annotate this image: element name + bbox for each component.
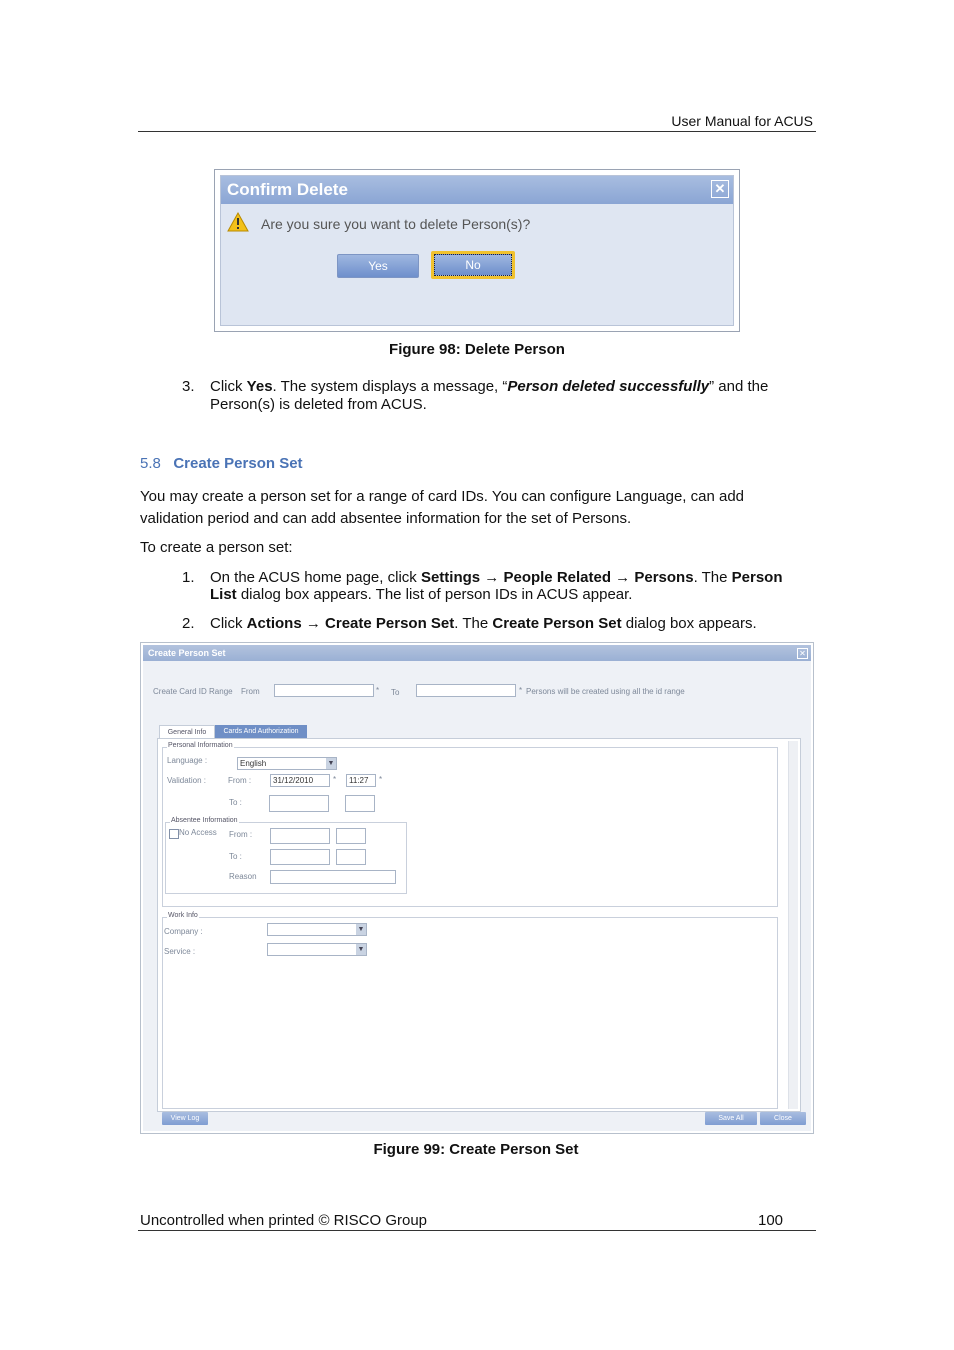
range-from-label: From [241, 687, 260, 696]
tab-cards-and-authorization[interactable]: Cards And Authorization [215, 725, 307, 738]
yes-button[interactable]: Yes [337, 254, 419, 278]
text: Click [210, 615, 247, 632]
tab-general-info[interactable]: General Info [159, 725, 215, 739]
close-icon[interactable]: ✕ [797, 648, 808, 659]
figure-98-caption: Figure 98: Delete Person [389, 341, 565, 358]
absentee-from-time[interactable] [336, 828, 366, 844]
header-rule [138, 131, 816, 132]
required-asterisk: * [519, 686, 523, 695]
range-to-label: To [391, 688, 400, 697]
work-info-group [162, 912, 778, 1109]
no-access-label: No Access [179, 828, 217, 837]
chevron-down-icon: ▼ [357, 946, 365, 953]
bold-term: Yes [246, 378, 273, 395]
validation-to-time[interactable] [345, 795, 375, 812]
section-number: 5.8 [140, 455, 161, 472]
validation-to-date[interactable] [269, 795, 329, 812]
absentee-from-date[interactable] [270, 828, 330, 844]
validation-from-date[interactable] [270, 774, 330, 787]
text: dialog box appears. [621, 615, 757, 632]
absentee-info-group [165, 817, 407, 894]
close-icon[interactable]: ✕ [711, 180, 729, 198]
step-1-number: 1. [182, 569, 195, 586]
bold-term: Create Person Set [325, 615, 455, 632]
bold-term: Person [731, 569, 783, 586]
footer-text: Uncontrolled when printed © RISCO Group [140, 1212, 428, 1229]
arrow: → [611, 569, 635, 586]
reason-input[interactable] [270, 870, 396, 884]
bold-term: List [210, 586, 237, 603]
group-label: Personal Information [168, 742, 233, 749]
service-label: Service : [164, 947, 196, 956]
company-select[interactable] [267, 923, 367, 936]
date-value: 31/12/2010 [273, 776, 314, 785]
range-from-input[interactable] [274, 684, 374, 697]
personal-info-group [162, 742, 778, 907]
view-log-button[interactable]: View Log [162, 1112, 208, 1125]
footer-rule [138, 1230, 816, 1231]
section-title: Create Person Set [173, 455, 303, 472]
language-label: Language : [167, 756, 208, 765]
required-asterisk: * [333, 775, 337, 784]
to-create-text: To create a person set: [140, 539, 293, 556]
no-access-checkbox[interactable] [169, 829, 179, 839]
bold-term: Create Person Set [492, 615, 622, 632]
dialog-titlebar [143, 645, 811, 661]
no-button-label: No [434, 254, 512, 276]
bold-term: Actions [246, 615, 302, 632]
close-button[interactable]: Close [760, 1112, 806, 1125]
text: On the ACUS home page, click [210, 569, 421, 586]
text: You may create a person set for a range of card IDs. You can configure Language, can add [140, 488, 745, 505]
intro-paragraph [140, 486, 744, 530]
bold-term: People Related [503, 569, 612, 586]
running-header: User Manual for ACUS [671, 113, 813, 129]
language-select[interactable] [237, 757, 337, 770]
arrow: → [480, 569, 504, 586]
required-asterisk: * [379, 775, 383, 784]
figure-99-caption: Figure 99: Create Person Set [373, 1141, 579, 1158]
bold-term: Persons [634, 569, 694, 586]
step-2-text [210, 615, 815, 633]
required-asterisk: * [376, 686, 380, 695]
general-info-panel [157, 738, 801, 1112]
chevron-down-icon: ▼ [327, 760, 335, 767]
bold-italic-term: Person deleted successfully [507, 378, 710, 395]
text: . The [454, 615, 493, 632]
validation-label: Validation : [167, 776, 206, 785]
absentee-to-time[interactable] [336, 849, 366, 865]
section-heading [140, 455, 303, 473]
no-button[interactable] [431, 251, 515, 279]
absentee-to-date[interactable] [270, 849, 330, 865]
text: dialog box appears. The list of person IDs in ACUS appear. [236, 586, 633, 603]
save-all-button[interactable]: Save All [705, 1112, 757, 1125]
language-value: English [240, 759, 267, 768]
dialog-title: Create Person Set [148, 648, 226, 658]
figure-99-screenshot [140, 642, 814, 1134]
dialog-titlebar [221, 176, 733, 204]
step-3-text [210, 378, 815, 414]
step-1-text [210, 569, 815, 603]
confirm-message: Are you sure you want to delete Person(s)? [261, 216, 531, 232]
confirm-delete-dialog [220, 175, 734, 326]
company-label: Company : [164, 927, 203, 936]
text: Person(s) is deleted from ACUS. [210, 396, 427, 413]
reason-label: Reason [229, 872, 257, 881]
page-number: 100 [758, 1212, 784, 1229]
validation-from-label: From : [228, 776, 252, 785]
dialog-body [143, 661, 811, 1131]
group-label: Absentee Information [171, 817, 238, 824]
step-3-number: 3. [182, 378, 195, 395]
bold-term: Settings [420, 569, 481, 586]
range-label: Create Card ID Range [153, 687, 233, 696]
step-2-number: 2. [182, 615, 195, 632]
vertical-scrollbar[interactable] [788, 741, 798, 1109]
absentee-from-label: From : [229, 830, 253, 839]
range-note: Persons will be created using all the id range [526, 687, 685, 696]
group-label: Work Info [168, 912, 198, 919]
text: . The system displays a message, “ [272, 378, 508, 395]
absentee-to-label: To : [229, 852, 242, 861]
text: validation period and can add absentee information for the set of Persons. [140, 510, 632, 527]
figure-98-screenshot [214, 169, 740, 332]
text: . The [693, 569, 732, 586]
text: ” and the [709, 378, 769, 395]
chevron-down-icon: ▼ [357, 926, 365, 933]
dialog-title: Confirm Delete [227, 180, 348, 199]
range-to-input[interactable] [416, 684, 516, 697]
warning-icon [227, 212, 249, 232]
service-select[interactable] [267, 943, 367, 956]
text: Click [210, 378, 247, 395]
arrow: → [301, 615, 326, 632]
validation-from-time[interactable] [346, 774, 376, 787]
time-value: 11:27 [349, 776, 369, 785]
validation-to-label: To : [229, 798, 242, 807]
